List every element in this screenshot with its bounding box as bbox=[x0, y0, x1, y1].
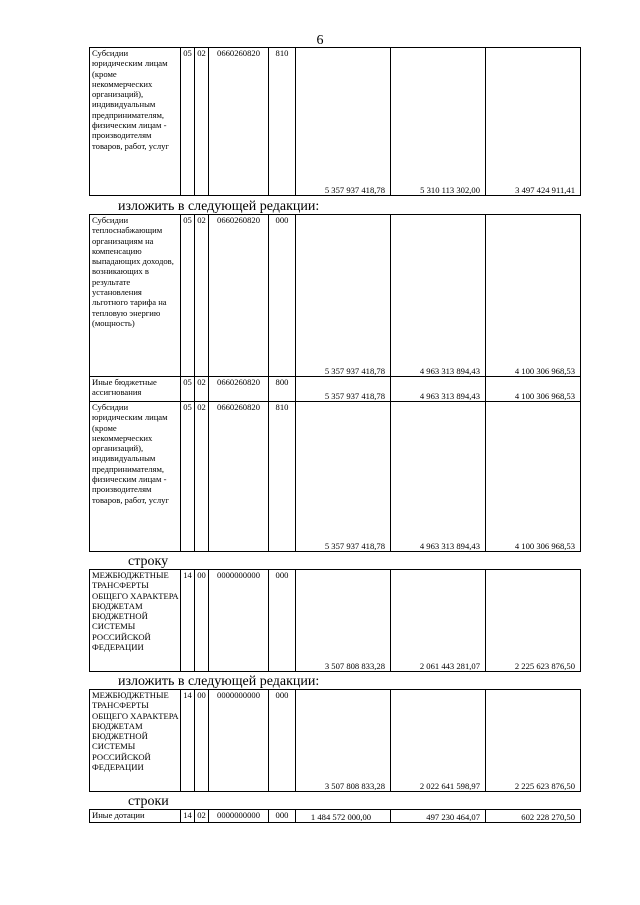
row-subsection: 02 bbox=[195, 377, 209, 402]
row-value-3: 602 228 270,50 bbox=[486, 810, 581, 823]
row-expense-type: 810 bbox=[269, 402, 296, 552]
table-row bbox=[90, 690, 581, 792]
row-value-1: 3 507 808 833,28 bbox=[296, 570, 391, 672]
row-expense-type: 000 bbox=[269, 215, 296, 377]
row-section: 14 bbox=[181, 810, 195, 823]
page-number: 6 bbox=[316, 33, 324, 48]
table-row bbox=[90, 377, 581, 402]
row-target-article: 0000000000 bbox=[209, 690, 269, 792]
row-expense-type: 000 bbox=[269, 570, 296, 672]
table-row bbox=[90, 810, 581, 823]
row-value-2: 497 230 464,07 bbox=[391, 810, 486, 823]
row-section: 05 bbox=[181, 48, 195, 196]
caption-lines: строки bbox=[128, 794, 169, 809]
row-section: 14 bbox=[181, 690, 195, 792]
row-subsection: 00 bbox=[195, 690, 209, 792]
row-value-1: 5 357 937 418,78 bbox=[296, 402, 391, 552]
row-value-2: 2 061 443 281,07 bbox=[391, 570, 486, 672]
row-target-article: 0000000000 bbox=[209, 810, 269, 823]
row-target-article: 0660260820 bbox=[209, 215, 269, 377]
budget-table-new-transfers bbox=[89, 689, 581, 792]
table-row bbox=[90, 402, 581, 552]
table-row bbox=[90, 215, 581, 377]
row-section: 05 bbox=[181, 402, 195, 552]
row-subsection: 02 bbox=[195, 810, 209, 823]
row-name: Иные дотации bbox=[90, 810, 181, 823]
row-target-article: 0000000000 bbox=[209, 570, 269, 672]
table-row bbox=[90, 570, 581, 672]
row-value-1: 3 507 808 833,28 bbox=[296, 690, 391, 792]
budget-table-old-grants bbox=[89, 809, 581, 823]
row-value-1: 5 357 937 418,78 bbox=[296, 48, 391, 196]
row-value-2: 4 963 313 894,43 bbox=[391, 215, 486, 377]
row-target-article: 0660260820 bbox=[209, 48, 269, 196]
table-row bbox=[90, 48, 581, 196]
row-expense-type: 000 bbox=[269, 810, 296, 823]
row-target-article: 0660260820 bbox=[209, 377, 269, 402]
row-value-2: 4 963 313 894,43 bbox=[391, 402, 486, 552]
row-value-1: 5 357 937 418,78 bbox=[296, 215, 391, 377]
row-value-3: 4 100 306 968,53 bbox=[486, 215, 581, 377]
row-value-3: 3 497 424 911,41 bbox=[486, 48, 581, 196]
row-expense-type: 810 bbox=[269, 48, 296, 196]
row-expense-type: 000 bbox=[269, 690, 296, 792]
row-name: Иные бюджетные ассигнования bbox=[90, 377, 181, 402]
budget-table-new-subsidies bbox=[89, 214, 581, 552]
row-subsection: 02 bbox=[195, 402, 209, 552]
caption-line: строку bbox=[128, 554, 169, 569]
row-expense-type: 800 bbox=[269, 377, 296, 402]
caption-new-edition: изложить в следующей редакции: bbox=[118, 674, 320, 689]
budget-table-old-subsidies bbox=[89, 47, 581, 196]
row-name: Субсидии юридическим лицам (кроме некоммерческих организаций), индивидуальным предпринимателям, физическим лицам - производителям товаров, работ, услуг bbox=[90, 48, 181, 196]
row-value-3: 2 225 623 876,50 bbox=[486, 570, 581, 672]
row-value-2: 5 310 113 302,00 bbox=[391, 48, 486, 196]
budget-table-old-transfers bbox=[89, 569, 581, 672]
row-name: Субсидии юридическим лицам (кроме некоммерческих организаций), индивидуальным предпринимателям, физическим лицам - производителям товаров, работ, услуг bbox=[90, 402, 181, 552]
row-subsection: 00 bbox=[195, 570, 209, 672]
row-value-1: 1 484 572 000,00 bbox=[296, 810, 391, 823]
row-section: 05 bbox=[181, 377, 195, 402]
row-subsection: 02 bbox=[195, 48, 209, 196]
row-value-2: 2 022 641 598,97 bbox=[391, 690, 486, 792]
row-section: 14 bbox=[181, 570, 195, 672]
row-value-3: 2 225 623 876,50 bbox=[486, 690, 581, 792]
row-value-3: 4 100 306 968,53 bbox=[486, 377, 581, 402]
row-name: Субсидии теплоснабжающим организациям на компенсацию выпадающих доходов, возникающих в результате установления льготного тарифа на тепловую энергию (мощность) bbox=[90, 215, 181, 377]
row-value-1: 5 357 937 418,78 bbox=[296, 377, 391, 402]
row-subsection: 02 bbox=[195, 215, 209, 377]
caption-new-edition: изложить в следующей редакции: bbox=[118, 199, 320, 214]
row-value-3: 4 100 306 968,53 bbox=[486, 402, 581, 552]
row-target-article: 0660260820 bbox=[209, 402, 269, 552]
row-name: МЕЖБЮДЖЕТНЫЕ ТРАНСФЕРТЫ ОБЩЕГО ХАРАКТЕРА БЮДЖЕТАМ БЮДЖЕТНОЙ СИСТЕМЫ РОССИЙСКОЙ ФЕДЕРАЦИИ bbox=[90, 570, 181, 672]
row-value-2: 4 963 313 894,43 bbox=[391, 377, 486, 402]
row-section: 05 bbox=[181, 215, 195, 377]
row-name: МЕЖБЮДЖЕТНЫЕ ТРАНСФЕРТЫ ОБЩЕГО ХАРАКТЕРА БЮДЖЕТАМ БЮДЖЕТНОЙ СИСТЕМЫ РОССИЙСКОЙ ФЕДЕРАЦИИ bbox=[90, 690, 181, 792]
